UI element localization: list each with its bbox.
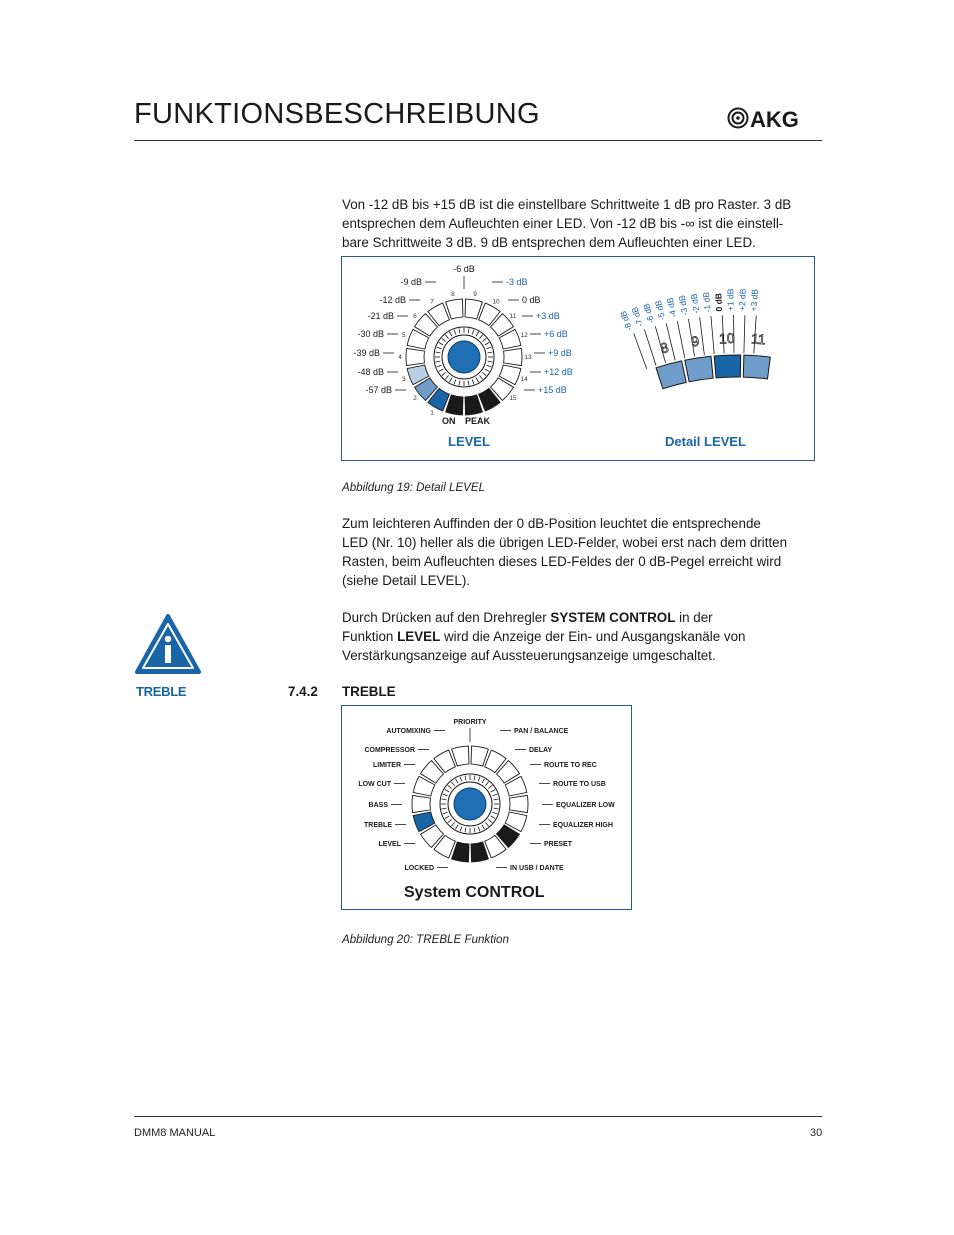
note-paragraph: [342, 608, 822, 665]
detail-db-label: -3 dB: [676, 294, 690, 317]
function-label-right: EQUALIZER LOW: [556, 802, 615, 809]
function-label-left: LOCKED: [404, 865, 434, 872]
led-number: 13: [524, 354, 532, 361]
db-label-right: +15 dB: [538, 385, 567, 395]
db-label-right: +6 dB: [544, 329, 568, 339]
db-label-right: -3 dB: [506, 277, 528, 287]
led-number: 8: [451, 290, 455, 298]
function-label-right: EQUALIZER HIGH: [553, 822, 613, 829]
system-control-title: System CONTROL: [404, 884, 545, 901]
db-label-left: -39 dB: [353, 348, 380, 358]
detail-db-label: -2 dB: [688, 292, 702, 315]
led-number: 12: [520, 332, 528, 340]
text-line: Zum leichteren Auffinden der 0 dB-Position leuchtet die entsprechende: [342, 516, 761, 531]
text-line: entsprechen dem Aufleuchten einer LED. Von -12 dB bis -∞ ist die einstell-: [342, 216, 784, 231]
function-label-left: COMPRESSOR: [364, 747, 415, 754]
led-number: 10: [492, 298, 500, 306]
label-priority: PRIORITY: [453, 719, 487, 726]
text-line: Von -12 dB bis +15 dB ist die einstellbare Schrittweite 1 dB pro Raster. 3 dB: [342, 197, 792, 212]
detail-db-label: +2 dB: [737, 288, 748, 312]
function-label-left: LOW CUT: [358, 781, 391, 788]
figure-caption: Abbildung 20: TREBLE Funktion: [342, 933, 509, 946]
detail-db-label: -4 dB: [664, 296, 679, 319]
led-number: 7: [430, 298, 434, 306]
detail-led-11: [743, 355, 770, 379]
emphasis-system-control: SYSTEM CONTROL: [550, 610, 676, 625]
led-number: 9: [473, 290, 477, 298]
text-run: Durch Drücken auf den Drehregler: [342, 610, 551, 625]
text-run: in der: [675, 610, 713, 625]
db-label-right: +12 dB: [544, 367, 573, 377]
detail-db-label: -5 dB: [652, 299, 668, 322]
info-icon: [134, 613, 202, 675]
level-label: LEVEL: [448, 434, 490, 449]
figure-system-control: [341, 705, 632, 910]
led-number: 2: [413, 395, 417, 403]
function-label-left: AUTOMIXING: [386, 728, 431, 735]
brand-name: AKG: [750, 107, 799, 132]
text-run: wird die Anzeige der Ein- und Ausgangskanäle von: [440, 629, 746, 644]
text-run: Funktion: [342, 629, 398, 644]
detail-tick: [744, 315, 745, 353]
page-number: 30: [810, 1127, 823, 1139]
db-label-left: -30 dB: [357, 329, 384, 339]
led-number: 5: [402, 332, 406, 340]
db-label-top: -6 dB: [453, 264, 475, 274]
section-title: TREBLE: [342, 684, 396, 699]
section-number: 7.4.2: [288, 684, 318, 699]
figure-detail-level: [341, 256, 815, 461]
footer-manual-name: DMM8 MANUAL: [134, 1127, 216, 1139]
led-number: 1: [430, 409, 434, 417]
function-label-right: ROUTE TO REC: [544, 762, 597, 769]
detail-db-label: -1 dB: [700, 291, 713, 313]
db-label-left: -48 dB: [357, 367, 384, 377]
function-label-left: LIMITER: [373, 762, 401, 769]
db-label-left: -57 dB: [365, 385, 392, 395]
function-label-right: DELAY: [529, 747, 553, 754]
function-label-left: LEVEL: [378, 841, 401, 848]
detail-db-label: 0 dB: [713, 292, 725, 312]
header-divider: [134, 140, 822, 141]
text-line: LED (Nr. 10) heller als die übrigen LED-Felder, wobei erst nach dem dritten: [342, 535, 788, 550]
led-segment: [406, 348, 424, 365]
led-number: 14: [520, 375, 528, 383]
intro-paragraph: [342, 195, 822, 252]
detail-db-label: -6 dB: [640, 302, 657, 325]
detail-tick: [711, 316, 714, 354]
function-label-left: TREBLE: [364, 822, 392, 829]
led-number: 3: [402, 375, 406, 383]
detail-tick: [634, 333, 647, 369]
text-line: Verstärkungsanzeige auf Aussteuerungsanzeige umgeschaltet.: [342, 648, 716, 663]
detail-led-number: 9: [690, 332, 701, 350]
figure-caption: Abbildung 19: Detail LEVEL: [342, 481, 486, 494]
emphasis-level: LEVEL: [397, 629, 441, 644]
side-label: TREBLE: [136, 684, 187, 699]
function-led: [510, 795, 528, 812]
on-label: ON: [442, 416, 456, 426]
text-line: (siehe Detail LEVEL).: [342, 573, 471, 588]
akg-logo: [727, 104, 823, 132]
db-label-right: +9 dB: [548, 348, 572, 358]
db-label-left: -21 dB: [367, 311, 394, 321]
knob-cap: [448, 341, 480, 373]
function-label-right: PRESET: [544, 841, 573, 848]
level-diagram: [342, 257, 814, 460]
detail-level-label: Detail LEVEL: [665, 434, 746, 449]
led-number: 11: [509, 312, 517, 320]
system-control-diagram: [342, 706, 631, 909]
function-label-left: BASS: [368, 802, 388, 809]
function-label-right: IN USB / DANTE: [510, 865, 564, 872]
detail-db-label: +1 dB: [725, 288, 736, 312]
detail-led-number: 11: [750, 330, 767, 348]
function-label-right: ROUTE TO USB: [553, 781, 606, 788]
db-label-left: -12 dB: [379, 295, 406, 305]
detail-db-label: -8 dB: [617, 309, 635, 333]
db-label-right: +3 dB: [536, 311, 560, 321]
page-title: FUNKTIONSBESCHREIBUNG: [134, 98, 540, 130]
detail-led-10: [714, 355, 740, 378]
led-number: 15: [509, 395, 517, 403]
detail-led-8: [656, 361, 686, 389]
peak-label: PEAK: [465, 416, 491, 426]
knob-cap: [454, 788, 486, 820]
detail-tick: [677, 321, 685, 358]
function-label-right: PAN / BALANCE: [514, 728, 569, 735]
db-label-right: 0 dB: [522, 295, 541, 305]
text-line: Rasten, beim Aufleuchten dieses LED-Feldes der 0 dB-Pegel erreicht wird: [342, 554, 782, 569]
function-led: [412, 795, 430, 812]
footer-divider: [134, 1116, 822, 1117]
led-number: 6: [413, 312, 417, 320]
detail-db-label: +3 dB: [748, 288, 760, 312]
detail-led-number: 10: [718, 329, 735, 347]
detail-tick: [700, 317, 705, 355]
detail-led-number: 8: [658, 338, 671, 357]
text-line: bare Schrittweite 3 dB. 9 dB entsprechen dem Aufleuchten einer LED.: [342, 235, 756, 250]
detail-led-9: [685, 356, 713, 382]
detail-tick: [644, 330, 656, 366]
body-paragraph: [342, 514, 822, 590]
db-label-left: -9 dB: [400, 277, 422, 287]
led-segment: [504, 348, 522, 365]
led-number: 4: [398, 354, 402, 361]
detail-db-label: -7 dB: [629, 305, 646, 329]
